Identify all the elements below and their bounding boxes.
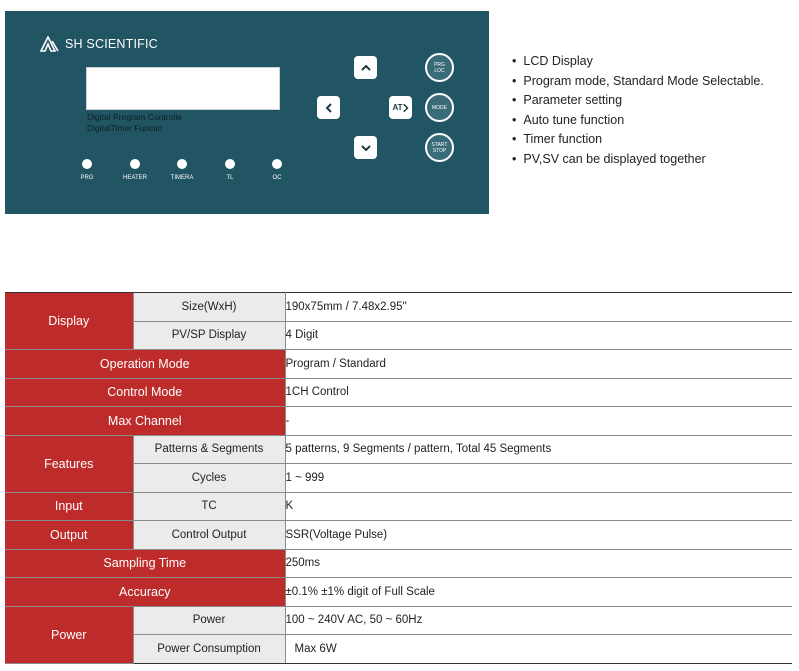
lcd-caption bbox=[87, 112, 182, 134]
oc-lamp-label: OC bbox=[272, 175, 282, 181]
table-row bbox=[5, 435, 792, 464]
input-value: K bbox=[285, 492, 792, 521]
display-size-value: 190x75mm / 7.48x2.95'' bbox=[285, 293, 792, 322]
prg-key-label: PRG bbox=[434, 61, 445, 68]
up-key[interactable] bbox=[354, 56, 377, 79]
chevron-down-icon bbox=[360, 142, 372, 154]
display-category: Display bbox=[5, 293, 133, 350]
mode-key[interactable] bbox=[425, 93, 454, 122]
power-consumption-value: Max 6W bbox=[285, 635, 792, 664]
triangle-logo-icon bbox=[40, 36, 62, 52]
controller-front-panel bbox=[5, 11, 489, 214]
chevron-left-icon bbox=[323, 102, 335, 114]
autotune-key-label: AT bbox=[392, 103, 403, 112]
output-value: SSR(Voltage Pulse) bbox=[285, 521, 792, 550]
spec-table bbox=[5, 292, 792, 664]
table-row bbox=[5, 578, 792, 607]
tl-lamp bbox=[225, 159, 235, 169]
table-row bbox=[5, 407, 792, 436]
chevron-up-icon bbox=[360, 62, 372, 74]
cycles-label: Cycles bbox=[133, 464, 285, 493]
feature-item: • LCD Display bbox=[512, 52, 764, 72]
control-mode-category: Control Mode bbox=[5, 378, 285, 407]
table-row bbox=[5, 606, 792, 635]
input-label: TC bbox=[133, 492, 285, 521]
start-stop-key[interactable] bbox=[425, 133, 454, 162]
feature-item: • PV,SV can be displayed together bbox=[512, 150, 764, 170]
output-category: Output bbox=[5, 521, 133, 550]
power-value: 100 ~ 240V AC, 50 ~ 60Hz bbox=[285, 606, 792, 635]
feature-item: • Timer function bbox=[512, 130, 764, 150]
cycles-value: 1 ~ 999 bbox=[285, 464, 792, 493]
sampling-time-category: Sampling Time bbox=[5, 549, 285, 578]
table-row bbox=[5, 378, 792, 407]
tl-lamp-label: TL bbox=[226, 175, 234, 181]
accuracy-category: Accuracy bbox=[5, 578, 285, 607]
table-row bbox=[5, 293, 792, 322]
feature-list bbox=[512, 52, 764, 170]
prg-lamp-label: PRG bbox=[80, 175, 94, 181]
power-consumption-label: Power Consumption bbox=[133, 635, 285, 664]
sampling-time-value: 250ms bbox=[285, 549, 792, 578]
features-category: Features bbox=[5, 435, 133, 492]
table-row bbox=[5, 492, 792, 521]
lcd-display bbox=[86, 67, 280, 110]
output-label: Control Output bbox=[133, 521, 285, 550]
control-mode-value: 1CH Control bbox=[285, 378, 792, 407]
prg-loc-key[interactable] bbox=[425, 53, 454, 82]
table-row bbox=[5, 350, 792, 379]
brand-name: SH SCIENTIFIC bbox=[65, 37, 158, 51]
oc-lamp bbox=[272, 159, 282, 169]
patterns-label: Patterns & Segments bbox=[133, 435, 285, 464]
feature-item: • Parameter setting bbox=[512, 91, 764, 111]
stop-key-label: STOP bbox=[432, 147, 447, 154]
power-category: Power bbox=[5, 606, 133, 663]
lcd-caption-line-1: Digital Program Controlle bbox=[87, 112, 182, 122]
timera-lamp-label: TIMERA bbox=[170, 175, 194, 181]
loc-key-label: LOC bbox=[434, 67, 445, 74]
max-channel-value: - bbox=[285, 407, 792, 436]
power-label: Power bbox=[133, 606, 285, 635]
timera-lamp bbox=[177, 159, 187, 169]
mode-key-label: MODE bbox=[432, 104, 447, 111]
feature-item: • Auto tune function bbox=[512, 111, 764, 131]
prg-lamp bbox=[82, 159, 92, 169]
pvsp-display-label: PV/SP Display bbox=[133, 321, 285, 350]
patterns-value: 5 patterns, 9 Segments / pattern, Total 45 Segments bbox=[285, 435, 792, 464]
heater-lamp-label: HEATER bbox=[123, 175, 147, 181]
max-channel-category: Max Channel bbox=[5, 407, 285, 436]
input-category: Input bbox=[5, 492, 133, 521]
heater-lamp bbox=[130, 159, 140, 169]
accuracy-value: ±0.1% ±1% digit of Full Scale bbox=[285, 578, 792, 607]
pvsp-display-value: 4 Digit bbox=[285, 321, 792, 350]
table-row bbox=[5, 521, 792, 550]
brand-logo bbox=[40, 36, 158, 52]
display-size-label: Size(WxH) bbox=[133, 293, 285, 322]
left-key[interactable] bbox=[317, 96, 340, 119]
start-key-label: START bbox=[431, 141, 448, 148]
lcd-caption-line-2: DigitalTimer Functio bbox=[87, 123, 163, 133]
down-key[interactable] bbox=[354, 136, 377, 159]
feature-item: • Program mode, Standard Mode Selectable. bbox=[512, 72, 764, 92]
operation-mode-value: Program / Standard bbox=[285, 350, 792, 379]
table-row bbox=[5, 549, 792, 578]
operation-mode-category: Operation Mode bbox=[5, 350, 285, 379]
chevron-right-icon bbox=[403, 103, 409, 113]
autotune-key[interactable] bbox=[389, 96, 412, 119]
